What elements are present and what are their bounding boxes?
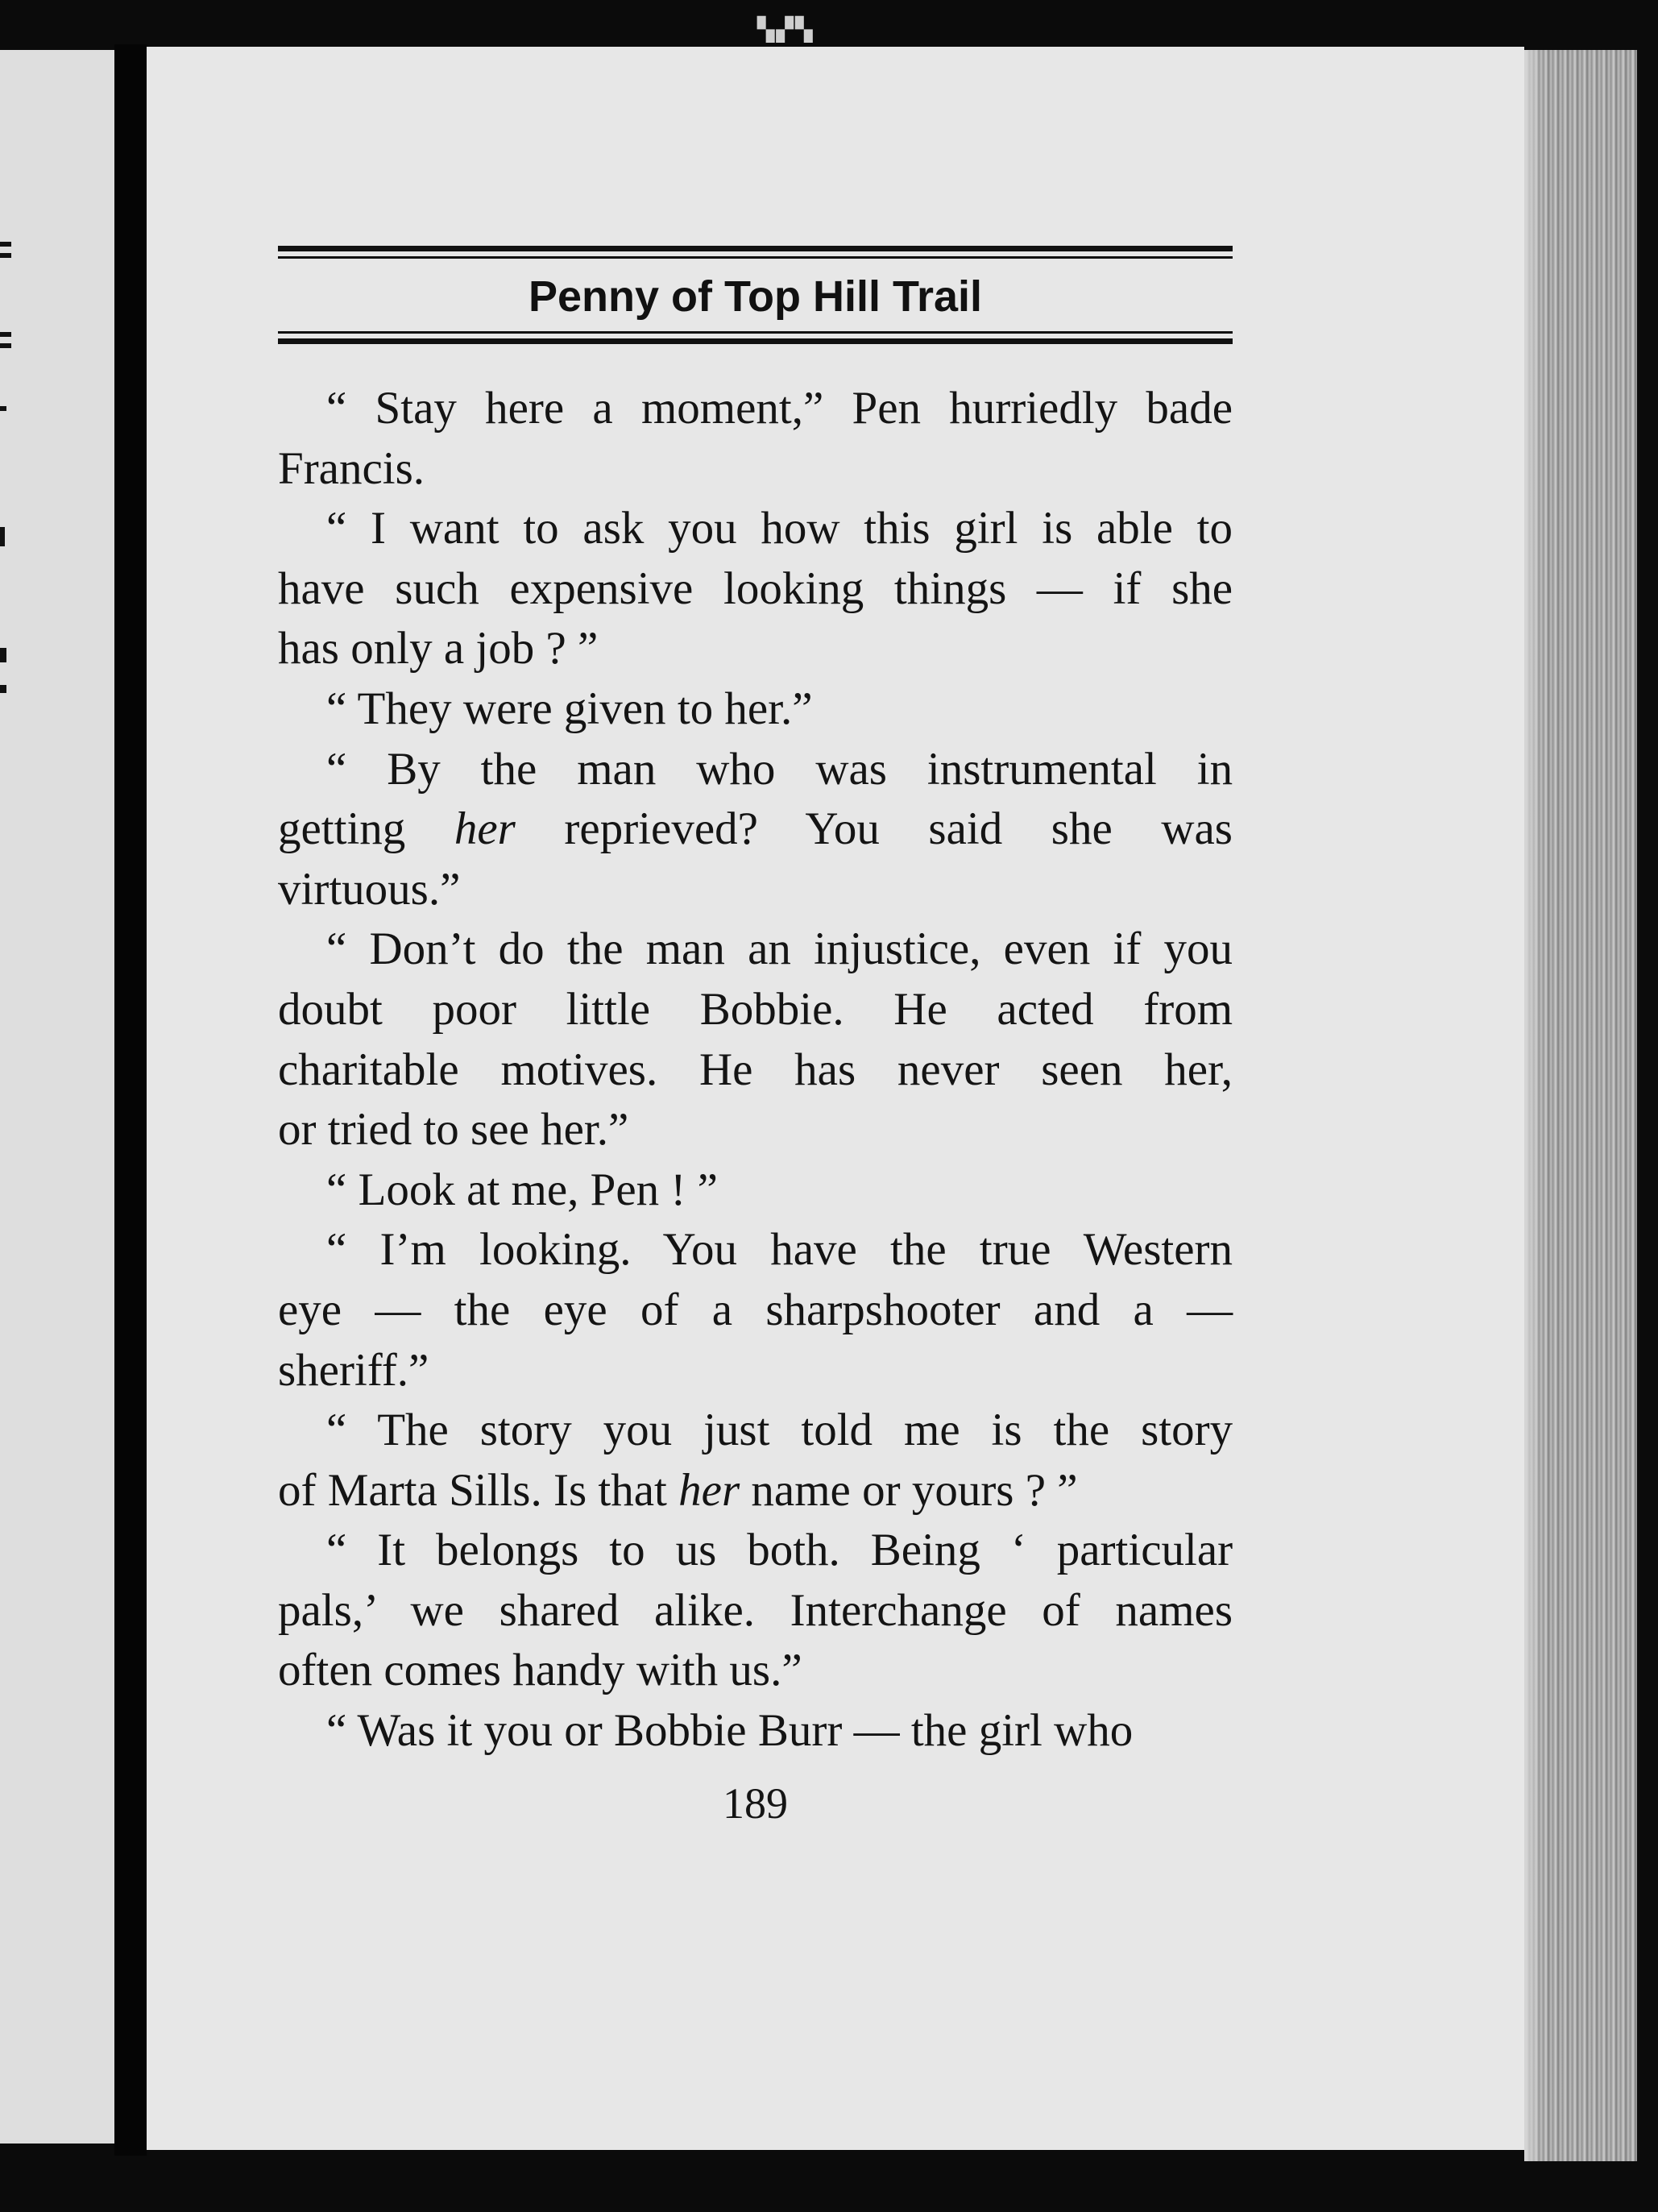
- text-line: have such expensive looking things — if she: [278, 562, 1233, 614]
- text-line: Francis.: [278, 442, 425, 494]
- text-line: sheriff.”: [278, 1344, 429, 1396]
- scan-artifact: ▚▞▚: [757, 16, 814, 43]
- text-line: “ I want to ask you how this girl is able to: [326, 503, 1233, 554]
- text-line: virtuous.”: [278, 863, 461, 915]
- text-line: “ Don’t do the man an injustice, even if you: [326, 923, 1233, 975]
- text-line: “ By the man who was instrumental in: [326, 743, 1233, 795]
- head-rule-bottom-thick: [278, 338, 1233, 344]
- head-rule-bottom-thin: [278, 331, 1233, 334]
- head-rule-top-thin: [278, 256, 1233, 259]
- text-line: pals,’ we shared alike. Interchange of names: [278, 1584, 1233, 1636]
- previous-page-edge: [0, 50, 114, 2144]
- text-line: or tried to see her.”: [278, 1104, 629, 1156]
- text-line: “ It belongs to us both. Being ‘ particular: [326, 1525, 1233, 1576]
- book-gutter: [114, 44, 147, 2156]
- left-page-mark: [0, 343, 11, 348]
- page-edge-shadow: [1524, 50, 1544, 2161]
- page-body-text: [278, 379, 1233, 1762]
- text-line: “ I’m looking. You have the true Western: [326, 1224, 1233, 1276]
- text-line: “ The story you just told me is the story: [326, 1405, 1233, 1456]
- running-head: Penny of Top Hill Trail: [528, 272, 983, 321]
- left-page-mark: [0, 332, 11, 337]
- page-number: 189: [723, 1779, 788, 1828]
- text-line: charitable motives. He has never seen her,: [278, 1044, 1233, 1095]
- text-line: “ Stay here a moment,” Pen hurriedly bade: [326, 383, 1233, 434]
- text-line: “ They were given to her.”: [326, 683, 813, 734]
- left-page-mark: [0, 406, 6, 411]
- text-line: often comes handy with us.”: [278, 1645, 802, 1696]
- text-line: of Marta Sills. Is that her name or yours ? ”: [278, 1464, 1078, 1516]
- text-line: “ Was it you or Bobbie Burr — the girl who: [326, 1705, 1134, 1757]
- left-page-mark: [0, 242, 11, 247]
- left-page-mark: [0, 648, 6, 662]
- head-rule-top-thick: [278, 246, 1233, 251]
- left-page-mark: [0, 527, 5, 546]
- text-line: doubt poor little Bobbie. He acted from: [278, 983, 1233, 1035]
- text-line: “ Look at me, Pen ! ”: [326, 1164, 718, 1215]
- left-page-mark: [0, 685, 6, 693]
- text-line: has only a job ? ”: [278, 623, 599, 674]
- text-line: getting her reprieved? You said she was: [278, 803, 1233, 855]
- left-page-mark: [0, 253, 11, 258]
- text-line: eye — the eye of a sharpshooter and a —: [278, 1284, 1233, 1335]
